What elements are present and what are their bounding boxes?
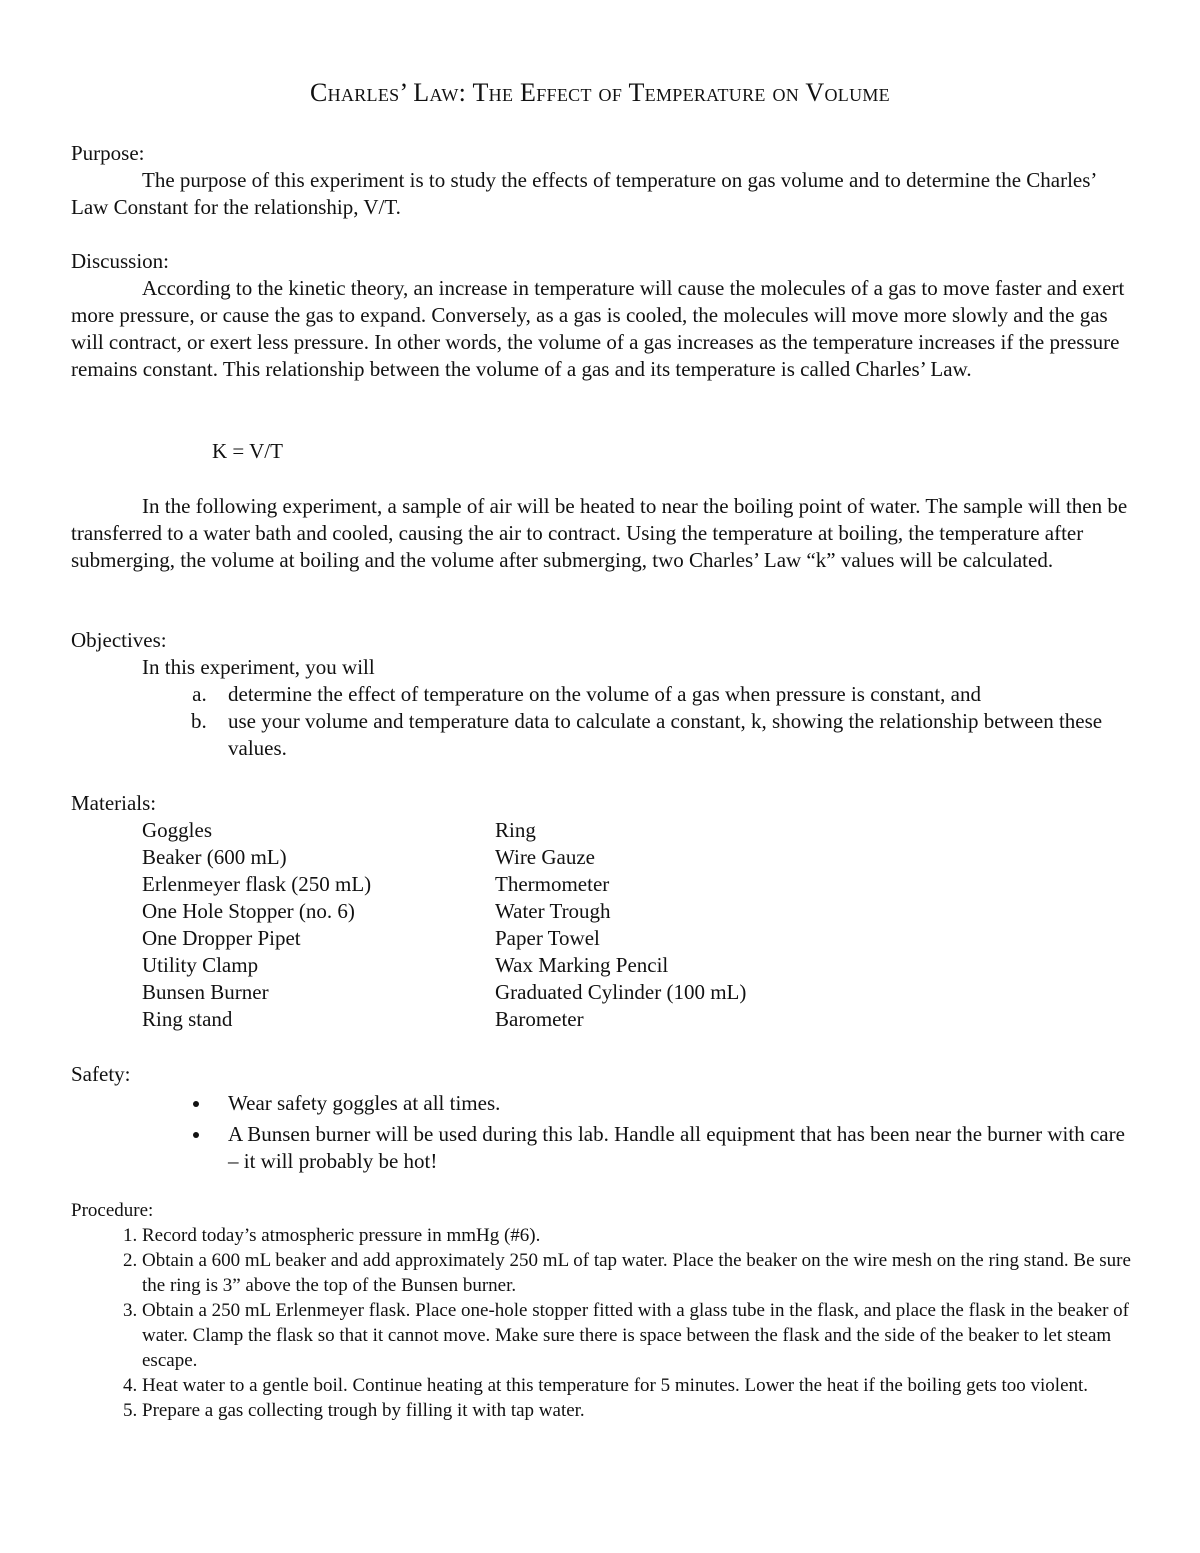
document-title: Charles’ Law: The Effect of Temperature on Volume: [310, 78, 890, 107]
material-item: Wire Gauze: [495, 845, 596, 869]
safety-list: [71, 1090, 1136, 1175]
purpose-section: [71, 140, 1136, 221]
objectives-intro: In this experiment, you will: [142, 655, 375, 679]
objectives-section: [71, 627, 1136, 762]
material-item: Beaker (600 mL): [142, 845, 287, 869]
safety-item: • Wear safety goggles at all times.: [212, 1090, 1136, 1117]
material-item: Bunsen Burner: [142, 980, 269, 1004]
material-item: One Hole Stopper (no. 6): [142, 899, 355, 923]
procedure-step: 2. Obtain a 600 mL beaker and add approximately 250 mL of tap water. Place the beaker on the wire mesh on the ring stand. Be sure the ring is 3” above the top of the Bunsen burner.: [142, 1248, 1136, 1298]
safety-item: • A Bunsen burner will be used during this lab. Handle all equipment that has been near the burner with care – it will probably be hot!: [212, 1121, 1136, 1175]
objectives-heading: Objectives:: [71, 628, 167, 652]
material-item: Erlenmeyer flask (250 mL): [142, 872, 372, 896]
discussion-section-2: [71, 493, 1136, 574]
purpose-text: The purpose of this experiment is to study the effects of temperature on gas volume and to determine the Charles’ Law Constant for the relationship, V/T.: [71, 168, 1096, 219]
safety-section: [71, 1061, 1136, 1179]
materials-table: [142, 817, 1136, 1033]
procedure-list: [71, 1223, 1136, 1423]
procedure-step: 1. Record today’s atmospheric pressure in mmHg (#6).: [142, 1223, 1136, 1248]
materials-heading: Materials:: [71, 791, 157, 815]
material-item: Thermometer: [495, 872, 610, 896]
discussion-heading: Discussion:: [71, 249, 170, 273]
objective-item: a. determine the effect of temperature on the volume of a gas when pressure is constant, and: [212, 681, 1136, 708]
objective-item: b. use your volume and temperature data to calculate a constant, k, showing the relationship between these values.: [212, 708, 1136, 762]
discussion-paragraph-1: According to the kinetic theory, an increase in temperature will cause the molecules of a gas to move faster and exert more pressure, or cause the gas to expand. Conversely, as a gas is cooled, the molecules will move more slowly and the gas will contract, or exert less pressure. In other words, the volume of a gas increases as the temperature increases if the pressure remains constant. This relationship between the volume of a gas and its temperature is called Charles’ Law.: [71, 276, 1125, 381]
safety-heading: Safety:: [71, 1062, 131, 1086]
materials-section: [71, 790, 1136, 1033]
procedure-heading: Procedure:: [71, 1200, 154, 1221]
material-item: Goggles: [142, 818, 212, 842]
material-item: Ring: [495, 818, 536, 842]
material-item: Graduated Cylinder (100 mL): [495, 980, 747, 1004]
procedure-step: 3. Obtain a 250 mL Erlenmeyer flask. Place one-hole stopper fitted with a glass tube in the flask, and place the flask in the beaker of water. Clamp the flask so that it cannot move. Make sure there is space between the flask and the side of the beaker to let steam escape.: [142, 1298, 1136, 1373]
material-item: Barometer: [495, 1007, 584, 1031]
material-item: Paper Towel: [495, 926, 600, 950]
charles-law-formula: K = V/T: [212, 439, 283, 463]
material-item: Ring stand: [142, 1007, 233, 1031]
purpose-heading: Purpose:: [71, 141, 145, 165]
objectives-list: [71, 681, 1136, 762]
procedure-step: 4. Heat water to a gentle boil. Continue heating at this temperature for 5 minutes. Lower the heat if the boiling gets too violent.: [142, 1373, 1136, 1398]
material-item: One Dropper Pipet: [142, 926, 301, 950]
material-item: Utility Clamp: [142, 953, 259, 977]
discussion-paragraph-2: In the following experiment, a sample of air will be heated to near the boiling point of water. The sample will then be transferred to a water bath and cooled, causing the air to contract. Using the temperature at boiling, the temperature after submerging, the volume at boiling and the volume after submerging, two Charles’ Law “k” values will be calculated.: [71, 494, 1128, 572]
procedure-step: 5. Prepare a gas collecting trough by filling it with tap water.: [142, 1398, 1136, 1423]
material-item: Water Trough: [495, 899, 611, 923]
material-item: Wax Marking Pencil: [495, 953, 669, 977]
procedure-section: [71, 1198, 1136, 1423]
discussion-section: [71, 248, 1136, 383]
